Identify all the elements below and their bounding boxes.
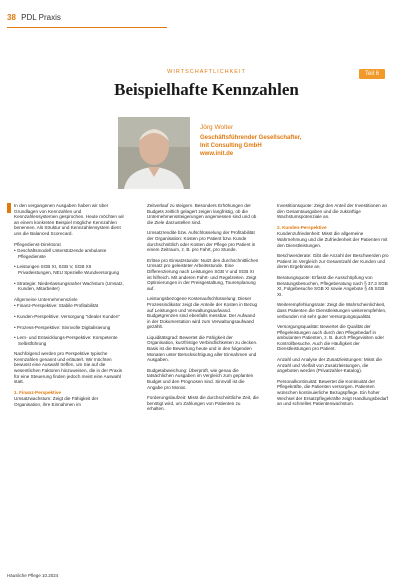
author-role: Geschäftsführender Gesellschafter, [200, 135, 302, 141]
column-2 [147, 203, 259, 417]
paragraph: Anzahl und Analyse der Zusatzleistungen: Misst die Anzahl und Vielfalt von Zusatzleistungen, die angeboten werden (Privatzahler-Katalog). [277, 357, 382, 374]
intro-marker [7, 203, 11, 213]
paragraph: Forderungslaufzeit: Misst die durchschnittliche Zeit, die benötigt wird, um Zahlungen von Patienten zu erhalten. [147, 395, 259, 412]
heading-kunden: 2. Kunden-Perspektive [277, 224, 327, 230]
paragraph: Umsatzrendite bzw. Aufschlüsselung der Profitabilität der Organisation: Kosten pro Patient bzw. Kunde durchschnittlich oder Kosten der Pflege pro Patient in einem Zeitraum, z. B. pro Fahrt, pro Stunde. [147, 230, 256, 253]
paragraph: Erlöse pro Einsatzstunde: Nutzt den durchschnittlichen Umsatz pro geleisteter Arbeitsstunde. Eine Differenzierung nach Leistungen SGB V und SGB XI ist hilfreich. Mit anderen Fahrt- und Regelzeiten. Zeigt Optimierungen in der Preisgestaltung, Tourenplanung auf. [147, 257, 259, 291]
page-footer: Häusliche Pflege 10.2024 [7, 573, 59, 578]
page-number: 38 [7, 13, 16, 22]
author-company: Init Consulting GmbH [200, 143, 262, 149]
article-kicker: WIRTSCHAFTLICHKEIT [167, 69, 246, 75]
paragraph: Umsatzwachstum: Zeigt die Fähigkeit der Organisation, ihre Einnahmen im [14, 396, 99, 408]
list-item: • Geschäftsmodell Unterstützende ambulante Pflegedienste [14, 248, 126, 259]
list-item: • Finanz-Perspektive: Stabile Profitabilität [14, 303, 126, 309]
paragraph: Beratungsquote: Erfasst die Ausschöpfung von Beratungsbesuchen, Pflegeberatung nach § 37.3 SGB XI, Folgebesuche SGB XI sowie Angebote § 45 SGB XI. [277, 274, 388, 297]
outro-paragraph: Nachfolgend werden pro Perspektive typische Kennzahlen genannt und erläutert. Wir möchten bewusst eine Auswahl treffen, um Sie auf die wesentlichen Faktoren hinzuweisen, die in der Praxis für eine Steuerung finden jedoch meist eine Auswahl statt. [14, 351, 123, 385]
list-item: • Kunden-Perspektive: Versorgung "Idealer Kunden" [14, 314, 126, 320]
series-badge: Teil 6 [359, 69, 385, 79]
paragraph: Investitionsquote: Zeigt den Anteil der Investitionen an den Gesamtausgaben und die zukünftige Wachstumspotenziale an. [277, 203, 388, 220]
column-1 [14, 203, 126, 413]
running-head [7, 13, 61, 22]
paragraph: Versorgungsqualität: Bewertet die Qualität der Pflegeleistungen auch durch den Pflegebedarf in ambulanten Patienten, z. B. durch Pflegevisiten oder Kontrollbesuche. Auch die Häufigkeit der Dienstleistungen pro Patient. [277, 324, 384, 352]
paragraph: Liquiditätsgrad: Bewertet die Fähigkeit der Organisation, kurzfristige Verbindlichkeiten zu decken. Basis ist die Bewertung heute und in den folgenden Monaten unter Berücksichtigung aller Einnahmen und Ausgaben. [147, 334, 258, 363]
paragraph: Beschwerderate: Gibt die Anzahl der Beschwerden pro Patient im Vergleich zur Gesamtzahl der Kunden und deren Ergebnisse an. [277, 253, 389, 270]
column-3 [277, 203, 389, 412]
heading-finanz: 1. Finanz-Perspektive [14, 389, 61, 395]
subheading-dienst: Pflegedienst-Direktorat [14, 241, 61, 247]
list-item: • Leistungen SGB XI, SGB V, SGB XII Privatleistungen, NEU Spezielle Wundversorgung [14, 264, 126, 275]
author-block [200, 124, 301, 158]
section-name: PDL Praxis [21, 13, 61, 22]
author-portrait [118, 117, 190, 189]
paragraph: Leistungsbezogene Kostenaufschlüsselung: Dieser Prozessindikator zeigt die Anteile der Kosten in Bezug auf Leistungen und Verwaltungsaufwand. Budgetgrenzen sind ebenfalls messbar. Der Aufwand in der Dokumentation wird zum Verwaltungsaufwand gezählt. [147, 296, 258, 330]
author-website[interactable]: www.init.de [200, 151, 234, 157]
paragraph: Personalkontinuität: Bewertet die Kontinuität der Pflegekräfte, die Patienten versorgen. Patienten wünschen kontinuierliche Bezugspflege. Ein hoher Wechsel der Ersatzpflegekräfte zeigt Handlungsbedarf an und schnelles Patientenwachstum. [277, 378, 388, 407]
paragraph: Budgetabweichung: Überprüft, wie genau die tatsächlichen Ausgaben im Vergleich zum geplanten Budget und den Prognosen sind. Sinnvoll ist die Angabe pro Monat. [147, 367, 254, 390]
article-title: Beispielhafte Kennzahlen [114, 80, 299, 99]
list-item: • Strategie: Niederlassungsnaher Wachstum (Umsatz, Kunden, Mitarbeiter) [14, 281, 126, 292]
subheading-ziele: Allgemeine Unternehmensziele [14, 296, 78, 302]
paragraph: Weiterempfehlungsrate: Zeigt die Wahrscheinlichkeit, dass Patienten die Dienstleistungen weiterempfehlen, verbunden mit sehr guter Versorgungsqualität. [277, 302, 387, 319]
author-name: Jörg Wolter [200, 124, 234, 131]
paragraph: Kundenzufriedenheit: Misst die allgemeine Wahrnehmung und die Zufriedenheit der Patienten mit den Dienstleistungen. [277, 231, 388, 248]
intro-paragraph: In den vergangenen Ausgaben haben wir über Grundlagen von Kennzahlen und Kennzahlensystemen gesprochen. Heute möchten wir an einem konkreten Beispiel mögliche Kennzahlen benennen. Als Struktur und Kennzahlensystem dient uns die Balanced Scorecard. [14, 203, 125, 236]
paragraph: Zeitverlauf zu steigern. Besonders Erhöhungen der Budgets zeitlich gelagert zeigen langfristig, ob die Unternehmenssteigerungen angemessen sind und ob die Ziele darzustellen sind. [147, 203, 257, 225]
list-item: • Prozess-Perspektive: Sinnvolle Digitalisierung [14, 325, 126, 331]
list-item: • Lern- und Entwicklungs-Perspektive: Kompetente Selbstführung [14, 335, 126, 346]
header-rule [7, 27, 167, 28]
